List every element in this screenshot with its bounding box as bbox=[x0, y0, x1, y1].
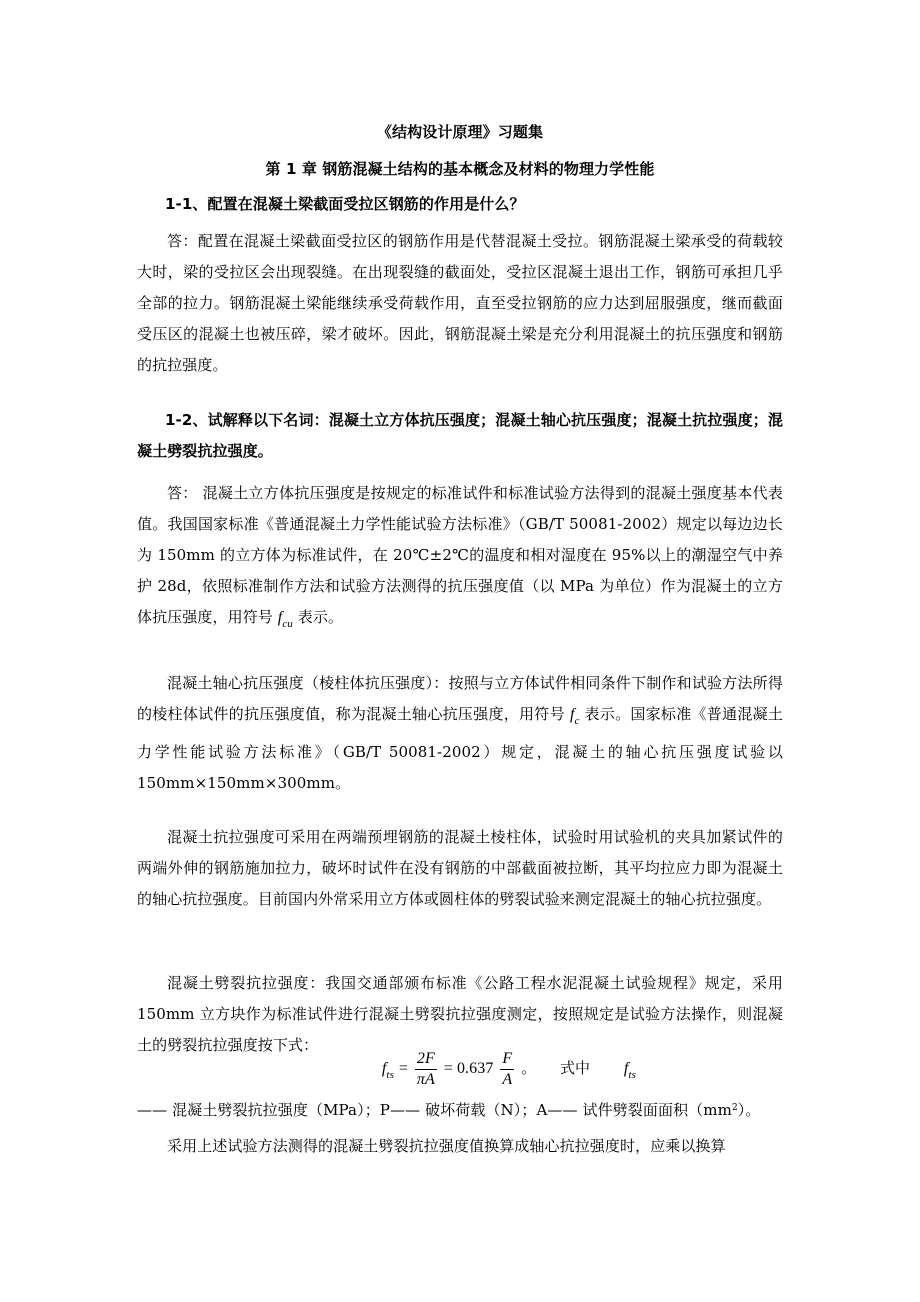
answer-2-paragraph-3: 混凝土抗拉强度可采用在两端预埋钢筋的混凝土棱柱体，试验时用试验机的夹具加紧试件的两端外伸的钢筋施加拉力，破坏时试件在没有钢筋的中部截面被拉断，其平均拉应力即为混凝土的轴心抗拉强度。目前国内外常采用立方体或圆柱体的劈裂试验来测定混凝土的轴心抗拉强度。 bbox=[137, 828, 783, 908]
question-1: 1-1、配置在混凝土梁截面受拉区钢筋的作用是什么？ bbox=[165, 195, 525, 213]
symbol-fc: $f_c$ bbox=[569, 706, 580, 727]
formula-fraction-2: $\frac{F}{A}$ bbox=[502, 1049, 513, 1088]
formula-lhs: $f_{ts}$ bbox=[381, 1060, 394, 1081]
where-close: ）。 bbox=[737, 1101, 761, 1119]
answer-2-p1-text: 答： 混凝土立方体抗压强度是按规定的标准试件和标准试验方法得到的混凝土强度基本代表值。我国国家标准《普通混凝土力学性能试验方法标准》（GB/T 50081-2002）规定以每边边长为 150mm 的立方体为标准试件，在 20℃±2℃的温度和相对湿度在 95%以上的潮湿空气中养护 28d，依照标准制作方法和试验方法测得的抗压强度值（以 MPa 为单位）作为混凝土的立方体抗压强度，用符号 bbox=[137, 484, 783, 626]
answer-1: 答：配置在混凝土梁截面受拉区的钢筋作用是代替混凝土受拉。钢筋混凝土梁承受的荷载较大时，梁的受拉区会出现裂缝。在出现裂缝的截面处，受拉区混凝土退出工作，钢筋可承担几乎全部的拉力。钢筋混凝土梁能继续承受荷载作用，直至受拉钢筋的应力达到屈服强度，继而截面受压区的混凝土也被压碎，梁才破坏。因此，钢筋混凝土梁是充分利用混凝土的抗压强度和钢筋的抗拉强度。 bbox=[137, 232, 783, 374]
answer-2-paragraph-1 bbox=[137, 478, 783, 640]
where-label: 式中 bbox=[559, 1059, 591, 1077]
formula-end: 。 bbox=[521, 1059, 537, 1077]
answer-2-paragraph-5: 采用上述试验方法测得的混凝土劈裂抗拉强度值换算成轴心抗拉强度时，应乘以换算 bbox=[167, 1137, 726, 1155]
formula-fraction-1: $\frac{2F}{\pi A}$ bbox=[416, 1049, 435, 1088]
answer-2-p2-text: 混凝土轴心抗压强度（棱柱体抗压强度）：按照与立方体试件相同条件下制作和试验方法所得的棱柱体试件的抗压强度值，称为混凝土轴心抗压强度，用符号 bbox=[137, 674, 783, 723]
answer-2-p1-end: 表示。 bbox=[297, 608, 344, 626]
document-title: 《结构设计原理》习题集 bbox=[376, 123, 544, 141]
where-description bbox=[137, 1093, 783, 1126]
formula-coefficient: = 0.637 bbox=[443, 1060, 494, 1077]
where-unit-superscript: 2 bbox=[731, 1103, 738, 1113]
question-2: 1-2、试解释以下名词：混凝土立方体抗压强度；混凝土轴心抗压强度；混凝土抗拉强度；混凝土劈裂抗拉强度。 bbox=[137, 411, 783, 460]
chapter-heading: 第 1 章 钢筋混凝土结构的基本概念及材料的物理力学性能 bbox=[265, 160, 655, 178]
symbol-fcu: $f_{cu}$ bbox=[277, 609, 293, 630]
answer-2-p2-end: 表示。国家标准《普通混凝土力学性能试验方法标准》（GB/T 50081-2002）规定，混凝土的轴心抗压强度试验以 150mm×150mm×300mm。 bbox=[137, 705, 784, 792]
answer-2-paragraph-4: 混凝土劈裂抗拉强度：我国交通部颁布标准《公路工程水泥混凝土试验规程》规定，采用 150mm 立方块作为标准试件进行混凝土劈裂抗拉强度测定，按照规定是试验方法操作，则混凝土的劈裂抗拉强度按下式： bbox=[137, 974, 783, 1054]
where-symbol: $f_{ts}$ bbox=[623, 1060, 636, 1081]
formula-equals: = bbox=[398, 1060, 408, 1077]
where-desc-text: —— 混凝土劈裂抗拉强度（MPa）；P—— 破坏荷载（N）；A—— 试件劈裂面面积（mm bbox=[137, 1101, 732, 1119]
answer-2-paragraph-2 bbox=[137, 668, 783, 799]
